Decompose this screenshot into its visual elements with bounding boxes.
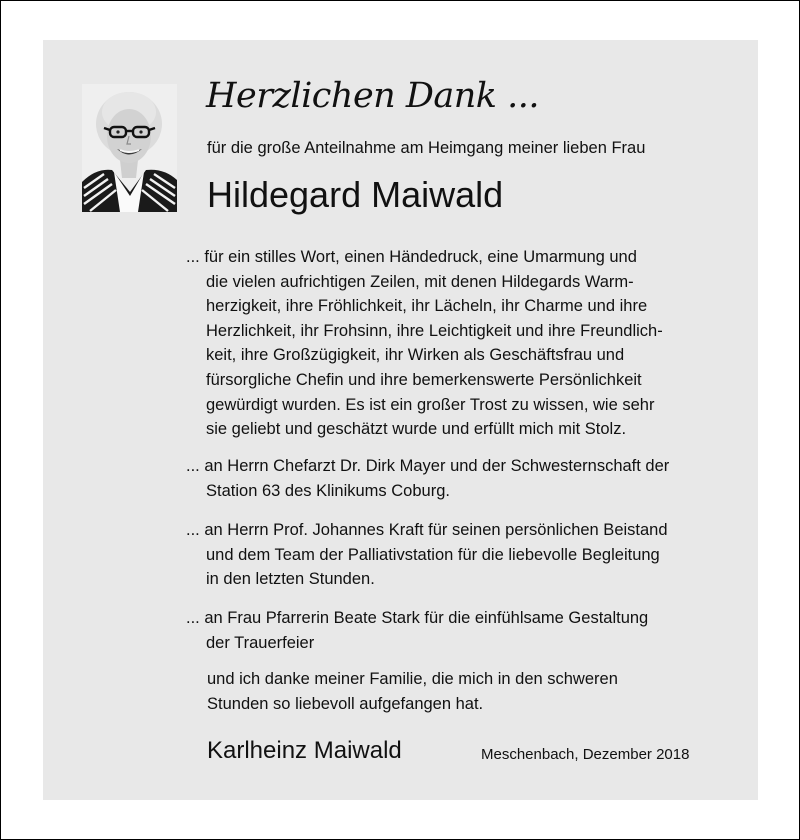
text-line: gewürdigt wurden. Es ist ein großer Trost zu wissen, wie sehr	[206, 395, 655, 414]
text-line: und ich danke meiner Familie, die mich in den schweren	[207, 670, 618, 688]
text-line: die vielen aufrichtigen Zeilen, mit denen Hildegards Warm-	[206, 272, 634, 291]
thanks-item-words	[186, 245, 746, 442]
text-line: ... an Herrn Prof. Johannes Kraft für seinen persönlichen Beistand	[186, 521, 668, 539]
text-line: herzigkeit, ihre Fröhlichkeit, ihr Lächeln, ihr Charme und ihre	[206, 297, 648, 316]
closing-text	[207, 667, 618, 716]
text-line: ... an Herrn Chefarzt Dr. Dirk Mayer und der Schwesternschaft der	[186, 457, 670, 475]
text-line: der Trauerfeier	[206, 633, 315, 652]
text-line: sie geliebt und geschätzt wurde und erfüllt mich mit Stolz.	[206, 420, 627, 439]
text-line: fürsorgliche Chefin und ihre bemerkenswerte Persönlichkeit	[206, 370, 642, 389]
thanks-item-clinic	[186, 454, 746, 503]
headline: Herzlichen Dank ...	[206, 76, 539, 116]
text-line: ... an Frau Pfarrerin Beate Stark für die einfühlsame Gestaltung	[186, 609, 649, 627]
text-line: in den letzten Stunden.	[206, 570, 375, 589]
text-line: Stunden so liebevoll aufgefangen hat.	[207, 694, 484, 713]
thanks-item-palliative	[186, 518, 746, 592]
text-line: ... für ein stilles Wort, einen Händedruck, eine Umarmung und	[186, 248, 637, 266]
text-line: und dem Team der Palliativstation für die liebevolle Begleitung	[206, 545, 660, 564]
text-line: keit, ihre Großzügigkeit, ihr Wirken als Geschäftsfrau und	[206, 346, 625, 365]
text-line: Herzlichkeit, ihr Frohsinn, ihre Leichtigkeit und ihre Freundlich-	[206, 321, 663, 340]
place-date: Meschenbach, Dezember 2018	[481, 746, 690, 763]
signature: Karlheinz Maiwald	[207, 737, 402, 764]
text-line: Station 63 des Klinikums Coburg.	[206, 481, 450, 500]
thanks-item-pastor	[186, 606, 746, 655]
subline: für die große Anteilnahme am Heimgang meiner lieben Frau	[207, 139, 646, 157]
portrait-photo	[82, 84, 177, 212]
deceased-name: Hildegard Maiwald	[207, 174, 504, 215]
